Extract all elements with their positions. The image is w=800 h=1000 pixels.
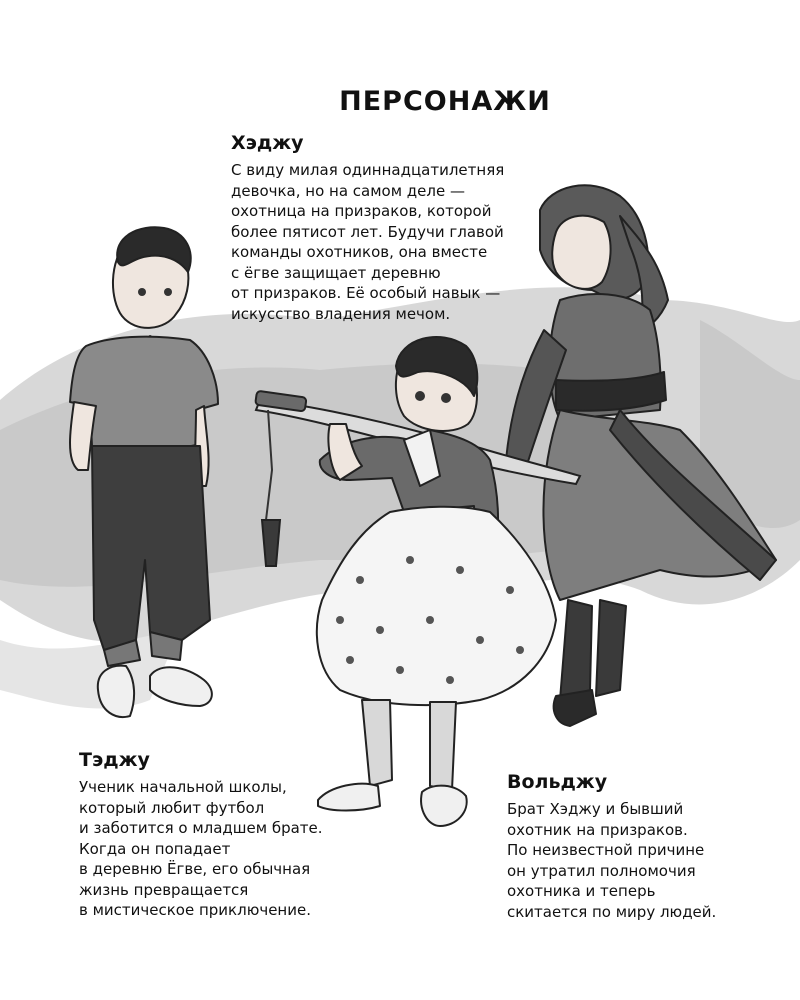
character-name: Тэджу bbox=[79, 749, 150, 771]
description-line: который любит футбол bbox=[79, 798, 265, 817]
description-line: С виду милая одиннадцатилетняя bbox=[231, 161, 505, 179]
description-line: искусство владения мечом. bbox=[231, 304, 451, 323]
page-title: ПЕРСОНАЖИ bbox=[339, 86, 551, 117]
character-tedju bbox=[79, 749, 323, 921]
description-line: Брат Хэджу и бывший bbox=[507, 800, 684, 818]
description-line: охотник на призраков. bbox=[507, 820, 688, 839]
description-line: команды охотников, она вместе bbox=[231, 243, 488, 261]
description-line: охотница на призраков, которой bbox=[231, 202, 492, 220]
description-line: он утратил полномочия bbox=[507, 861, 696, 880]
description-line: в мистическое приключение. bbox=[79, 901, 311, 919]
description-line: Когда он попадает bbox=[79, 839, 231, 858]
character-description bbox=[507, 799, 716, 922]
description-line: и заботится о младшем брате. bbox=[79, 819, 323, 837]
description-line: По неизвестной причине bbox=[507, 841, 705, 859]
character-voldju bbox=[507, 771, 716, 922]
description-line: с ёгве защищает деревню bbox=[231, 263, 441, 282]
description-line: Ученик начальной школы, bbox=[79, 778, 287, 796]
character-hedju bbox=[231, 132, 504, 324]
character-description bbox=[231, 160, 504, 324]
description-line: скитается по миру людей. bbox=[507, 902, 717, 921]
character-description bbox=[79, 777, 323, 921]
description-line: в деревню Ёгве, его обычная bbox=[79, 860, 311, 878]
description-line: охотника и теперь bbox=[507, 882, 656, 900]
description-line: более пятисот лет. Будучи главой bbox=[231, 222, 504, 241]
character-name: Хэджу bbox=[231, 132, 304, 154]
description-line: от призраков. Её особый навык — bbox=[231, 284, 501, 302]
character-name: Вольджу bbox=[507, 771, 608, 793]
description-line: девочка, но на самом деле — bbox=[231, 181, 465, 200]
description-line: жизнь превращается bbox=[79, 880, 249, 899]
